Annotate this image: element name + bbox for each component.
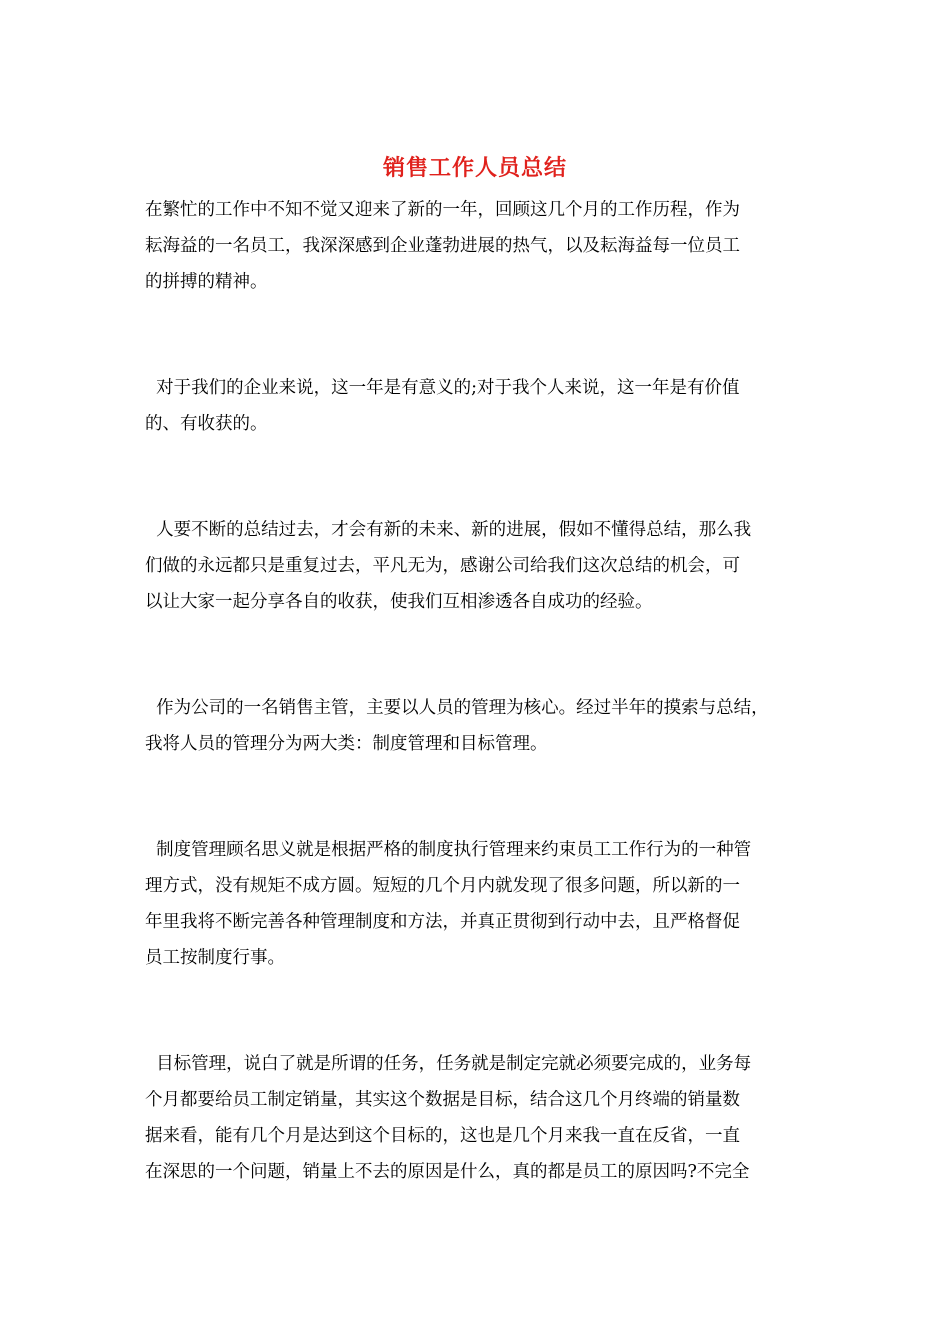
paragraph-line: 个月都要给员工制定销量，其实这个数据是目标，结合这几个月终端的销量数 [145, 1090, 740, 1110]
paragraph-line: 以让大家一起分享各自的收获，使我们互相渗透各自成功的经验。 [145, 592, 653, 612]
paragraph-line: 对于我们的企业来说，这一年是有意义的;对于我个人来说，这一年是有价值 [145, 378, 740, 398]
paragraph-1 [145, 192, 825, 300]
paragraph-line: 在繁忙的工作中不知不觉又迎来了新的一年，回顾这几个月的工作历程，作为 [145, 200, 740, 220]
paragraph-line: 们做的永远都只是重复过去，平凡无为，感谢公司给我们这次总结的机会，可 [145, 556, 740, 576]
paragraph-6 [145, 1046, 825, 1190]
document-title: 销售工作人员总结 [382, 155, 567, 181]
paragraph-line: 据来看，能有几个月是达到这个目标的，这也是几个月来我一直在反省，一直 [145, 1126, 740, 1146]
paragraph-line: 的拼搏的精神。 [145, 272, 268, 292]
paragraph-line: 作为公司的一名销售主管，主要以人员的管理为核心。经过半年的摸索与总结， [145, 698, 769, 718]
paragraph-line: 目标管理，说白了就是所谓的任务，任务就是制定完就必须要完成的，业务每 [145, 1054, 752, 1074]
paragraph-3 [145, 512, 825, 620]
paragraph-line: 在深思的一个问题，销量上不去的原因是什么，真的都是员工的原因吗?不完全 [145, 1162, 750, 1182]
paragraph-line: 制度管理顾名思义就是根据严格的制度执行管理来约束员工工作行为的一种管 [145, 840, 752, 860]
paragraph-line: 员工按制度行事。 [145, 948, 285, 968]
paragraph-line: 的、有收获的。 [145, 414, 268, 434]
paragraph-2 [145, 370, 825, 442]
paragraph-line: 人要不断的总结过去，才会有新的未来、新的进展，假如不懂得总结，那么我 [145, 520, 752, 540]
paragraph-line: 理方式，没有规矩不成方圆。短短的几个月内就发现了很多问题，所以新的一 [145, 876, 740, 896]
paragraph-line: 年里我将不断完善各种管理制度和方法，并真正贯彻到行动中去，且严格督促 [145, 912, 740, 932]
paragraph-5 [145, 832, 825, 976]
paragraph-4 [145, 690, 825, 762]
paragraph-line: 我将人员的管理分为两大类：制度管理和目标管理。 [145, 734, 548, 754]
paragraph-line: 耘海益的一名员工，我深深感到企业蓬勃进展的热气，以及耘海益每一位员工 [145, 236, 740, 256]
